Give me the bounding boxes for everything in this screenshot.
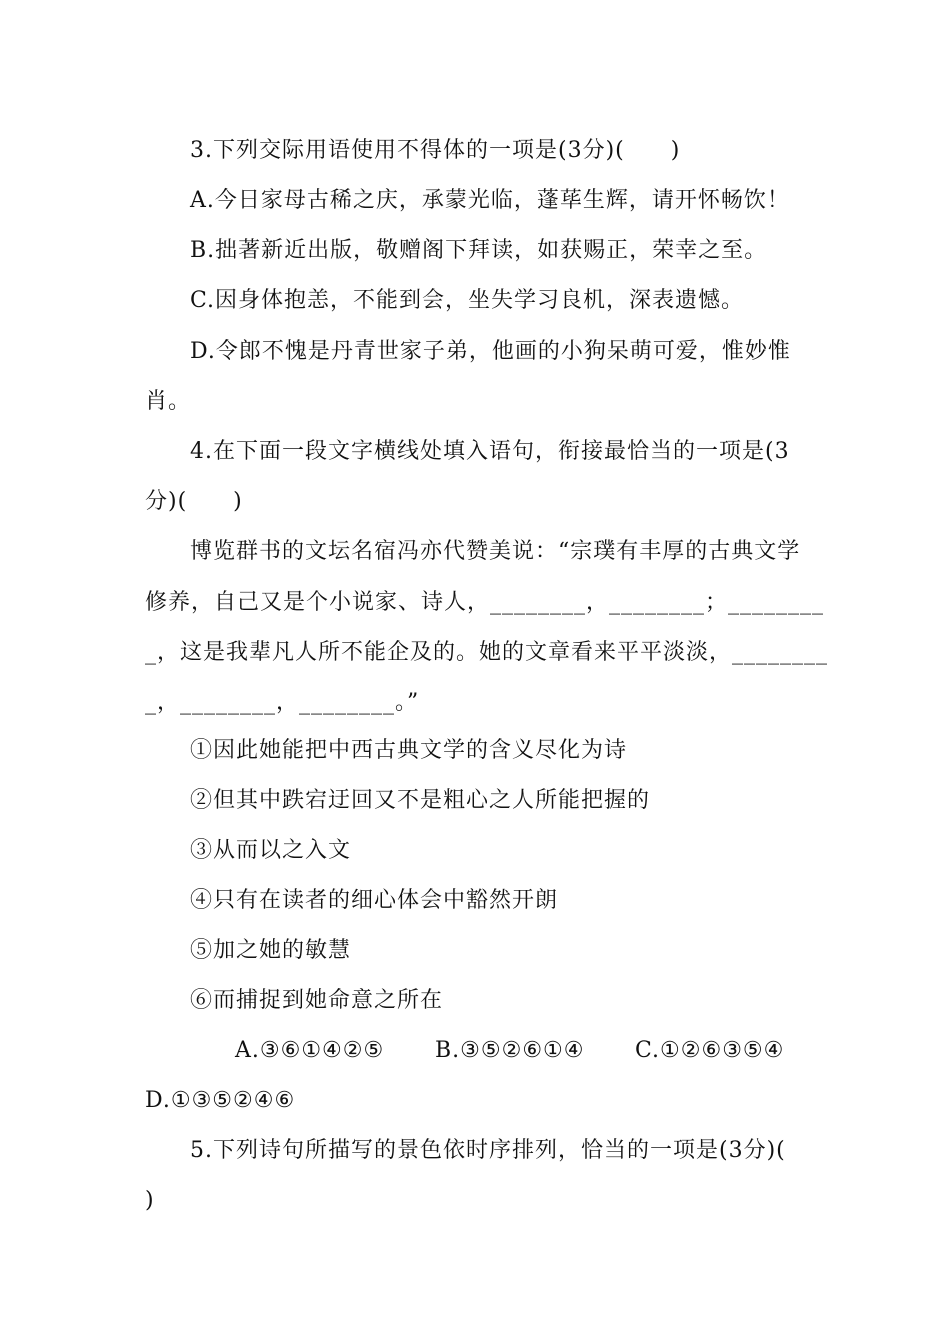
q4-item-5: ⑤加之她的敏慧 — [190, 938, 352, 963]
q3-option-c: C.因身体抱恙，不能到会，坐失学习良机，深表遗憾。 — [190, 288, 745, 313]
q4-option-b: B.③⑤②⑥①④ — [435, 1038, 585, 1063]
q4-options-row — [235, 1035, 784, 1067]
q4-passage-line3: _，这是我辈凡人所不能企及的。她的文章看来平平淡淡，________ — [145, 640, 829, 665]
q4-item-3: ③从而以之入文 — [190, 838, 352, 863]
q4-option-a: A.③⑥①④②⑤ — [235, 1038, 385, 1063]
q4-passage-line1: 博览群书的文坛名宿冯亦代赞美说：“宗璞有丰厚的古典文学 — [190, 539, 801, 564]
q5-stem-line2: ) — [145, 1188, 155, 1213]
q3-option-a: A.今日家母古稀之庆，承蒙光临，蓬荜生辉，请开怀畅饮！ — [190, 188, 790, 213]
q4-stem-line2: 分)( ) — [145, 489, 243, 514]
q4-item-6: ⑥而捕捉到她命意之所在 — [190, 988, 444, 1013]
q3-option-b: B.拙著新近出版，敬赠阁下拜读，如获赐正，荣幸之至。 — [190, 238, 768, 263]
q4-passage-line4: _，________，________。” — [145, 690, 420, 715]
q4-option-c: C.①②⑥③⑤④ — [635, 1038, 785, 1063]
q3-stem: 3.下列交际用语使用不得体的一项是(3分)( ) — [190, 138, 681, 163]
q4-option-d: D.①③⑤②④⑥ — [145, 1088, 296, 1113]
q4-passage-line2: 修养，自己又是个小说家、诗人，________，________；________ — [145, 590, 825, 615]
q3-option-d-line1: D.令郎不愧是丹青世家子弟，他画的小狗呆萌可爱，惟妙惟 — [190, 339, 791, 364]
q4-item-4: ④只有在读者的细心体会中豁然开朗 — [190, 888, 559, 913]
q3-option-d-line2: 肖。 — [145, 389, 192, 414]
q4-item-2: ②但其中跌宕迂回又不是粗心之人所能把握的 — [190, 788, 651, 813]
q5-stem-line1: 5.下列诗句所描写的景色依时序排列，恰当的一项是(3分)( — [190, 1138, 786, 1163]
q4-item-1: ①因此她能把中西古典文学的含义尽化为诗 — [190, 738, 628, 763]
q4-stem-line1: 4.在下面一段文字横线处填入语句，衔接最恰当的一项是(3 — [190, 439, 790, 464]
